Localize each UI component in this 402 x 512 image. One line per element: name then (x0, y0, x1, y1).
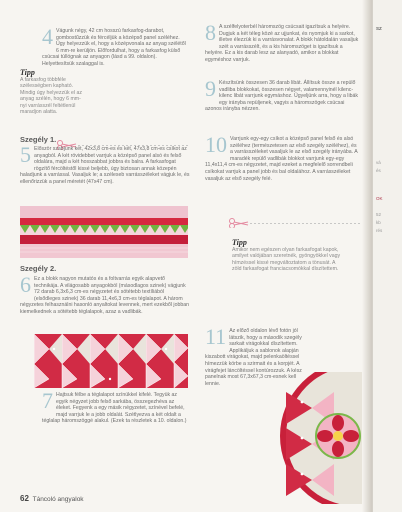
next-page-snippet: OK (376, 196, 383, 201)
tip-title: Tipp (232, 238, 247, 247)
dashed-cut-line (250, 222, 360, 225)
section-heading-border-1: Szegély 1. (20, 135, 57, 144)
step-text: Varrjunk egy-egy csíkot a középső panel felső és alsó széléhez (természetesen az első szegély széléhez), és a varrásszéleket vasaljuk le az első szegély irányába. A maradék repülő vadlibák blokkot varrjunk egy-egy 11,4x11,4 cm-es négyzetet, majd ezeket a megfelelő sorrendbeli csíkokat varrjuk a panel jobb és bal oldalához. A varrásszéleket vasaljuk az első szegély felé. (205, 136, 358, 182)
section-title: Táncoló angyalok (32, 496, 84, 503)
step-text: A szélfelyoterbél háromszög csúcsait igazítsuk a helyére. Dugjuk a két téleg közé az ujjunkat, és nyomjuk ki a sarkot, illetve élezzük ki a varrásvonalat. A blokk hátoldalán vasaljuk szét a varrásszélt, és a kis háromszöget is igazítsuk a helyére. Ez a kis darab lesz az alanyadó, amikor a blokkat egyméshoz varrjuk. (205, 24, 359, 63)
next-page-snippet: vá (376, 160, 381, 165)
step-4 (42, 24, 190, 68)
next-page-edge (372, 0, 402, 512)
border-fabric-photo (20, 206, 188, 258)
page-number: 62 (20, 494, 29, 503)
next-page-snippet: 52 (376, 212, 382, 217)
step-number: 5 (20, 142, 31, 167)
step-10 (205, 132, 360, 182)
step-number: 9 (205, 76, 216, 101)
step-9 (205, 76, 360, 113)
step-number: 7 (42, 388, 53, 413)
scissors-icon (228, 218, 250, 228)
step-text: Az előző oldalon lévő fotón jól látszik, hogy a második szegély sarkait virágokkal díszítettem. Applikáljuk a sablonok alapján kiszabott virágokat, majd pelenkaöltéssel hímezzük körbe a szirmait és a korpjét. A virágfejet láncöltéssel kontúrozzuk. A kész panelnak most 67,3x67,3 cm-esnek kell lennie. (205, 328, 302, 387)
tip-text: Amikor nem egészen olyan farkasfogat kapok, amilyet valójában szeretnék, gyöngyökkel vagy hímzéssel kissé megváltoztatom a tönusát. A zöld farkasfogat franciacsomókkal díszítettem. (232, 247, 341, 273)
book-binding (362, 0, 372, 512)
step-7 (42, 388, 190, 425)
step-text: Ez a blokk nagyon mutatós és a foltvarrás egyik alapvető technikája. A világosabb anyagokból (másodlagos szinek) vágjunk 72 darab 6,3x6,3 cm-es négyzetet és sötétebb textíliából (elsődleges szinek) 36 darab 11,4x6,3 cm-es téglalapot. A három négyzetes felhasználni hasonló anyaltokat levennek, mert ezekből jobban kiemelkednek a sötétebb téglalapok, azaz a vadlibák. (20, 276, 189, 315)
page-footer (20, 494, 84, 503)
flower-applique-photo (272, 372, 364, 504)
step-8 (205, 20, 360, 64)
step-number: 4 (42, 24, 53, 49)
next-page-snippet: SZ (376, 26, 382, 31)
flying-geese-photo (34, 334, 188, 388)
step-6 (20, 272, 190, 316)
tip-box-1 (20, 68, 82, 115)
step-text: Először szabjunk két, 42x3,8 cm-es és két, 47x3,8 cm-es csíkot az anyagból. A két rövidebbet varrjuk a középső panel alsó és felső oldalára, majd a két hosszabbat jobbra és balra. A farkasfogat rögzítő fércöltéstől kissé beljebb, úgy biztosan annak közepén haladjunk a varrással. Vasaljuk le; a széleseb varrásszéleket vágjuk le, és ellenőrizzük a panel méretét (47x47 cm). (20, 146, 190, 185)
step-5 (20, 142, 190, 186)
tip-text: A farkasfog többféle szélességben kapható. Mindig úgy helyezzük el az anyag szélén, hogy 6 mm-nyi varrásszél feltétlenül maradjon alatta. (20, 77, 82, 116)
next-page-snippet: rés (376, 228, 383, 233)
step-number: 8 (205, 20, 216, 45)
step-number: 6 (20, 272, 31, 297)
next-page-snippet: kb (376, 220, 381, 225)
tip-box-2 (232, 238, 344, 273)
tip-title: Tipp (20, 68, 35, 77)
step-text: Készítsünk összesen 36 darab libát. Állítsuk össze a repülő vadliba blokkokat, összesen négyet, valamennyinél kilenc-kilenc libát varrjunk egymáshoz. Ügyeljünk arra, hogy a libák egy irányba repüljenek, vagyis a háromszögek csúcsai azonos irányba nézzen. (205, 80, 358, 113)
next-page-snippet: és (376, 168, 381, 173)
step-number: 10 (205, 132, 227, 157)
step-text: Hajtsuk félbe a téglalapot színükkel kifelé. Tegyük az egyik négyzet jobb felső sarkába, összegezhéva az éleket. Fegyenk a egy másik négyzetet, színével befelé, majd varrjuk le a jobb oldalát. Szétlyezva a két oldalt a téglalap háromszöggé alakul. (Ezek ta részletek a 10. oldalon.) (42, 392, 187, 425)
step-text: Vágunk négy, 42 cm hosszú farkasfog-darabot, gombostűzzük és fércéljük a középső panel széléhez. Úgy helyezzük el, hogy a középvonala az anyag szélétől 6 mm-re kerüljön. Előfordulhat, hogy a farkasfog külső csúcsai túllógnak az anyagon (lásd a 99. oldalon). Helyettesítsük szalaggal is. (42, 28, 186, 67)
step-number: 11 (205, 324, 227, 349)
section-heading-border-2: Szegély 2. (20, 264, 57, 273)
